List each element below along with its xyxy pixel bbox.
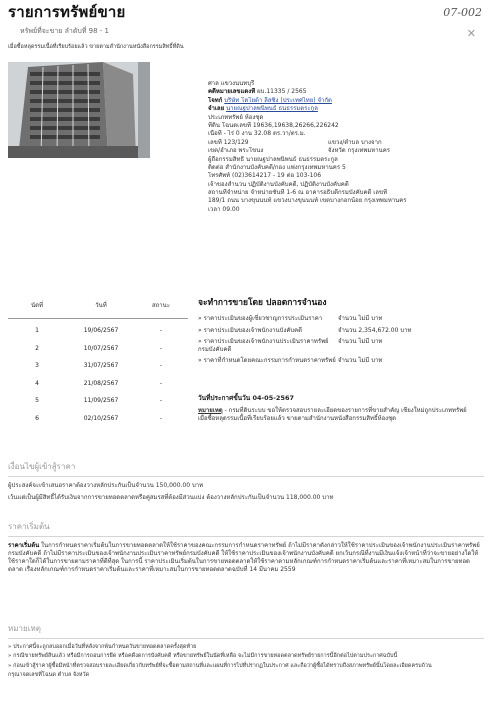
contact-office: ติดต่อ สำนักงานบังคับคดี/กอง แพ่งกรุงเทพมหานคร 5 (208, 163, 346, 171)
case-no-label: คดีหมายเลขแดงที่ (208, 88, 256, 96)
court: ศาล แขวงนนทบุรี (208, 80, 255, 87)
property-details (208, 80, 488, 214)
price-value: จำนวน ไม่มี บาท (338, 337, 383, 345)
note-title: หมายเหตุ (198, 407, 223, 414)
page-title: รายการทรัพย์ขาย (8, 3, 126, 21)
case-owner: เจ้าของสำนวน ปฏิบัติงานบังคับคดี, ปฏิบัติงานบังคับคดี (208, 180, 349, 188)
price-row (198, 327, 488, 335)
pricing-note (198, 407, 488, 423)
price-label: » ราคาประเมินของผู้เชี่ยวชาญการประเมินราคา (198, 315, 323, 323)
row-no: 4 (35, 379, 39, 387)
province: จังหวัด กรุงเทพมหานคร (328, 147, 390, 155)
row-date: 21/08/2567 (83, 379, 119, 387)
close-icon[interactable]: ✕ (466, 27, 476, 40)
asset-type: ประเภททรัพย์ ห้องชุด (208, 113, 264, 121)
sale-place-2: 189/1 ถนน บางขุนนนท์ แขวงบางขุนนนท์ เขตบางกอกน้อย กรุงเทพมหานคร (208, 197, 407, 205)
price-label: » ราคาประเมินของเจ้าพนักงานบังคับคดี (198, 326, 303, 334)
pricing-section (198, 298, 488, 368)
start-price-body: ในการกำหนดราคาเริ่มต้นในการขายทอดตลาดให้ใช้ราคาของคณะกรรมการกำหนดราคาทรัพย์ ถ้าไม่มีราคาดังกล่าวให้ใช้ราคาประเมินของเจ้าพนักงานประเมินราคาทรัพย์กรมบังคับคดี ถ้าไม่มีราคาประเมินของเจ้าพนักงานประเมินราคาทรัพย์กรมบังคับคดี ให้ใช้ราคาประเมินของเจ้าพนักงานบังคับคดี ยกเว้นกรณีที่งานมีเงินแจ้งเจ้าหน้าที่ว่าจะขายอย่างใดให้ใช้ราคาใดก็ได้ในการขายตามราคาที่ดีที่สุด ในการนี้ ราคาประเมินเริ่มต้นในการขายทอดตลาดให้ใช้ราคาตามหลักเกณฑ์การกำหนดราคาเริ่มต้นและราคาที่เหมาะสมในการขายทอดตลาด เรื่องหลักเกณฑ์การกำหนดราคาเริ่มต้นและราคาที่เหมาะสมในการขายทอดตลาดฉบับที่ 14 มีนาคม 2559 (8, 542, 480, 574)
price-value: จำนวน 2,354,672.00 บาท (338, 326, 412, 334)
plaintiff-label: โจทก์ (208, 96, 223, 104)
pricing-heading: จะทำการขายโดย ปลอดการจำนอง (198, 298, 327, 308)
row-date: 19/06/2567 (83, 327, 119, 334)
handwritten-note: 07-002 (443, 6, 482, 19)
phone: โทรศัพท์ (02)3614217 - 19 ต่อ 103-106 (208, 172, 322, 180)
deed-no: ที่ดิน โฉนดเลขที่ 19636,19638,26266,226242 (208, 121, 339, 129)
row-no: 3 (35, 362, 39, 369)
list-item: » ประกาศนี้จะถูกลบออกเมื่อวันที่หลังจากพ้นกำหนดวันขายทอดตลาดครั้งสุดท้าย (8, 644, 197, 650)
case-no: ผบ.11335 / 2565 (257, 88, 307, 96)
table-row (8, 362, 188, 380)
property-photo[interactable] (8, 62, 150, 158)
plaintiff-link[interactable]: บริษัท โตโยต้า ลีสซิ่ง (ประเทศไทย) จำกัด (224, 96, 332, 104)
table-row (8, 327, 188, 345)
remarks-heading: หมายเหตุ (8, 624, 41, 633)
price-row (198, 357, 488, 365)
list-item: » ก่อนเข้าสู้ราคาผู้ซื้อมีหน้าที่ตรวจสอบรายละเอียดเกี่ยวกับทรัพย์ที่จะซื้อตามสถานที่และแผนที่การไปที่ปรากฏในประกาศ และถือว่าผู้ซื้อได้ทราบถึงสภาพทรัพย์นั้นโดยละเอียดครบถ้วน (8, 662, 432, 669)
list-item: กรุณาจดเลขที่โฉนด ตำบล จังหวัด (8, 672, 90, 679)
subdistrict: แขวง/ตำบล บางจาก (328, 138, 382, 146)
col-no-header: นัดที่ (31, 302, 43, 309)
row-status: - (159, 362, 163, 369)
row-status: - (159, 414, 163, 422)
price-row (198, 315, 488, 323)
bidder-line-1: ผู้ประสงค์จะเข้าเสนอราคาต้องวางหลักประกันเป็นจำนวน 150,000.00 บาท (8, 482, 204, 489)
col-status-header: สถานะ (152, 302, 170, 309)
col-date-header: วันที่ (95, 302, 107, 309)
asset-sequence-label: หรัพย์ที่จะขาย ลำดับที่ 98 - 1 (20, 27, 109, 35)
defendant-link[interactable]: นายณฐปาลพนิพนธ์ ธนธรรมตระกูล (226, 105, 318, 113)
price-row (198, 338, 488, 354)
start-price-lead: ราคาเริ่มต้น (8, 542, 40, 549)
top-note: เมื่อซื้อหลุดรรมเนื้อที่เรียบร้อยแล้ว ขายตามสำนักงานหนังสือกรรมสิทธิ์ที่ดิน (8, 44, 184, 50)
start-price-heading: ราคาเริ่มต้น (8, 522, 50, 531)
divider (8, 638, 484, 639)
owner: ผู้ถือกรรมสิทธิ์ นายณฐปาลพนิพนธ์ ธนธรรมตระกูล (208, 155, 338, 163)
row-no: 1 (35, 327, 39, 334)
defendant-label: จำเลย (208, 105, 225, 113)
building-image (8, 62, 150, 158)
area: เนื้อที่ - ไร่ 0 งาน 32.08 ตร.วา/ตร.ม. (208, 130, 306, 138)
divider (8, 536, 484, 537)
row-date: 02/10/2567 (83, 414, 119, 422)
bidder-line-2: เว้นแต่เป็นผู้มีสิทธิ์ได้รับเงินจากการขายทอดตลาดหรือคู่สมรสที่ต้องมีส่วนแบ่ง ต้องวางหลักประกันเป็นจำนวน 118,000.00 บาท (8, 494, 334, 501)
table-row (8, 397, 188, 415)
row-date: 11/09/2567 (83, 397, 119, 404)
announce-date: วันที่ประกาศขั้นวัน 04-05-2567 (198, 394, 295, 402)
row-no: 5 (35, 397, 39, 404)
house-no: เลขที่ 123/129 (208, 138, 249, 146)
schedule-divider (8, 318, 188, 319)
divider (8, 476, 484, 477)
list-item: » กรณีขายทรัพย์สินแล้ว หรือมีการถอนการยึด หรือคดีงดการบังคับคดี หรือขายทรัพย์ในนัดที่เหลือ จะไม่มีการขายทอดตลาดทรัพย์รายการนี้อีกต่อไปตามประกาศฉบับนี้ (8, 653, 398, 660)
remarks-list (8, 644, 484, 682)
row-status: - (159, 379, 163, 387)
sale-place: สถานที่จำหน่าย จำหน่ายชั้นที่ 1-6 ณ อาคารอธิบดีกรมบังคับคดี เลขที่ (208, 189, 388, 197)
start-price-text (8, 542, 484, 574)
row-status: - (159, 327, 163, 334)
row-date: 31/07/2567 (83, 362, 119, 369)
bidder-heading: เงื่อนไขผู้เข้าสู้ราคา (8, 462, 76, 471)
note-text-2: เมื่อซื้อหลุดรรมเนื้อที่เรียบร้อยแล้ว ขายตามสำนักงานหนังสือกรรมสิทธิ์ห้องชุด (198, 415, 397, 423)
row-no: 6 (35, 414, 39, 422)
district: เขต/อำเภอ พระโขนง (208, 147, 264, 155)
price-value: จำนวน ไม่มี บาท (338, 315, 383, 323)
auction-schedule (8, 302, 188, 432)
price-value: จำนวน ไม่มี บาท (338, 356, 383, 364)
note-text: - กรมที่ดินระบบ ขอให้ตรวจสอบรายละเอียดของรายการที่ขายสำคัญ เชียงใหม่ถูกประเภททรัพย์ (222, 407, 467, 414)
row-status: - (159, 397, 163, 404)
table-row (8, 415, 188, 433)
table-row (8, 345, 188, 363)
table-row (8, 380, 188, 398)
row-no: 2 (35, 344, 39, 352)
price-label: » ราคาที่กำหนดโดยคณะกรรมการกำหนดราคาทรัพย์ (198, 356, 336, 364)
price-label: » ราคาประเมินของเจ้าพนักงานประเมินราคาทรัพย์ กรมบังคับคดี (198, 337, 329, 353)
row-status: - (159, 344, 163, 352)
row-date: 10/07/2567 (83, 344, 119, 352)
sale-time: เวลา 09.00 (208, 205, 240, 213)
